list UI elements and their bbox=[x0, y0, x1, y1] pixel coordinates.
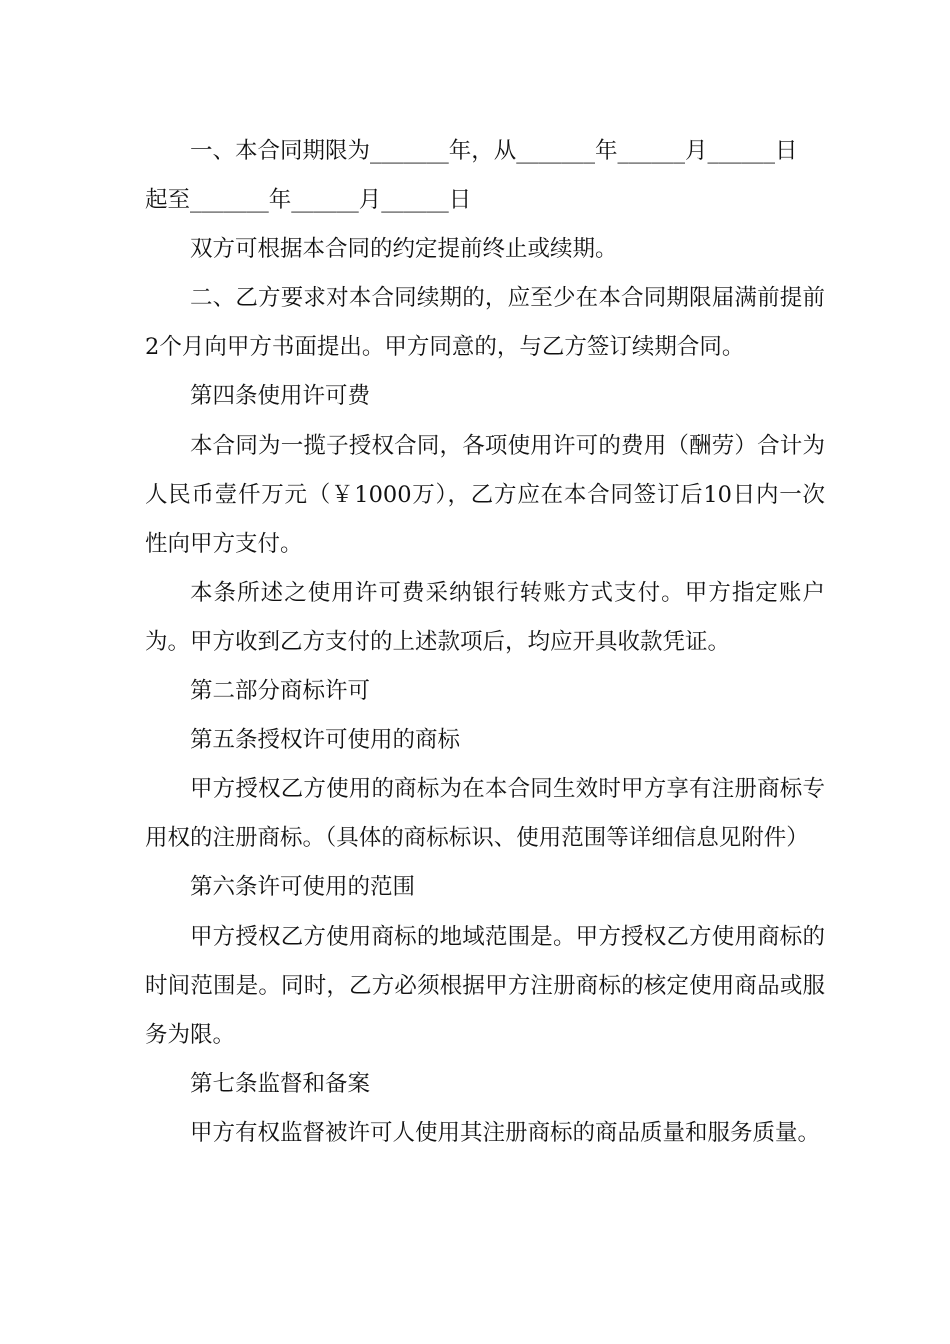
paragraph-payment-method: 本条所述之使用许可费采纳银行转账方式支付。甲方指定账户为。甲方收到乙方支付的上述款项后，均应开具收款凭证。 bbox=[145, 579, 825, 655]
paragraph-license-scope: 甲方授权乙方使用商标的地域范围是。甲方授权乙方使用商标的时间范围是。同时，乙方必须根据甲方注册商标的核定使用商品或服务为限。 bbox=[145, 923, 825, 1048]
paragraph-licensed-trademark: 甲方授权乙方使用的商标为在本合同生效时甲方享有注册商标专用权的注册商标。（具体的商标标识、使用范围等详细信息见附件） bbox=[145, 776, 825, 852]
heading-article-4: 第四条使用许可费 bbox=[190, 383, 371, 410]
document-body bbox=[145, 127, 825, 1158]
paragraph-term-period-end: 起至_______年______月______日 bbox=[145, 187, 472, 214]
paragraph-term-period: 一、本合同期限为_______年，从_______年______月______日 bbox=[190, 138, 798, 164]
heading-part-2: 第二部分商标许可 bbox=[190, 678, 371, 705]
heading-article-6: 第六条许可使用的范围 bbox=[190, 874, 416, 901]
heading-article-5: 第五条授权许可使用的商标 bbox=[190, 727, 461, 754]
heading-article-7: 第七条监督和备案 bbox=[190, 1070, 371, 1097]
paragraph-renewal: 二、乙方要求对本合同续期的，应至少在本合同期限届满前提前2个月向甲方书面提出。甲方同意的，与乙方签订续期合同。 bbox=[145, 285, 825, 361]
paragraph-supervision: 甲方有权监督被许可人使用其注册商标的商品质量和服务质量。 bbox=[190, 1119, 821, 1146]
paragraph-license-fee: 本合同为一揽子授权合同，各项使用许可的费用（酬劳）合计为人民币壹仟万元（￥1000万），乙方应在本合同签订后10日内一次性向甲方支付。 bbox=[145, 432, 825, 557]
paragraph-termination: 双方可根据本合同的约定提前终止或续期。 bbox=[190, 236, 618, 263]
